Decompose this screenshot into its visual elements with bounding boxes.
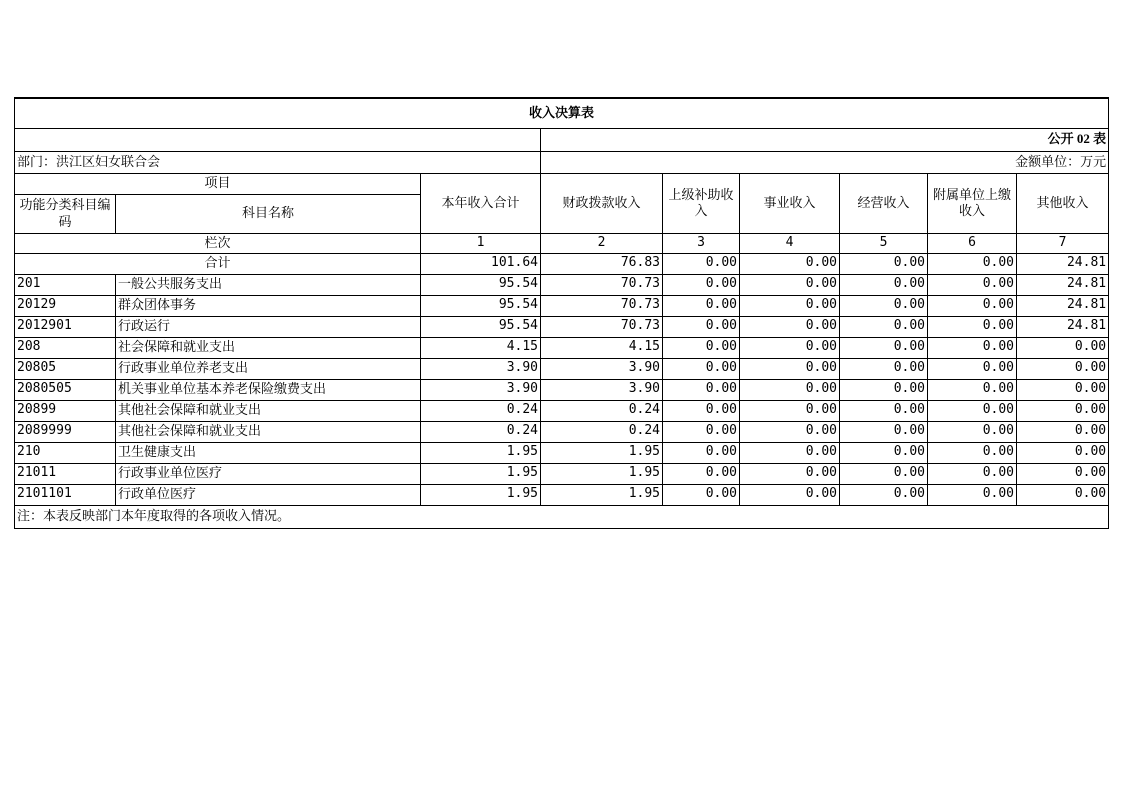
table-row — [15, 316, 1109, 337]
value-cell: 1.95 — [541, 442, 663, 463]
value-cell: 3.90 — [541, 358, 663, 379]
value-cell: 0.00 — [740, 400, 840, 421]
value-cell: 0.00 — [840, 484, 928, 505]
column-index-7: 7 — [1017, 233, 1109, 253]
value-cell: 0.00 — [928, 400, 1017, 421]
subject-cell: 行政事业单位医疗 — [116, 463, 421, 484]
value-cell: 0.00 — [1017, 484, 1109, 505]
value-cell: 3.90 — [541, 379, 663, 400]
value-cell: 1.95 — [421, 484, 541, 505]
table-row — [15, 295, 1109, 316]
value-cell: 0.00 — [740, 463, 840, 484]
table-row — [15, 274, 1109, 295]
value-cell: 0.00 — [1017, 379, 1109, 400]
value-cell: 0.00 — [928, 253, 1017, 274]
subject-cell: 其他社会保障和就业支出 — [116, 421, 421, 442]
subject-cell: 其他社会保障和就业支出 — [116, 400, 421, 421]
column-index-5: 5 — [840, 233, 928, 253]
value-cell: 0.00 — [663, 484, 740, 505]
subject-cell: 行政事业单位养老支出 — [116, 358, 421, 379]
value-cell: 0.24 — [421, 400, 541, 421]
value-cell: 0.00 — [840, 463, 928, 484]
value-cell: 0.00 — [840, 253, 928, 274]
code-cell: 2101101 — [15, 484, 116, 505]
value-cell: 24.81 — [1017, 253, 1109, 274]
value-cell: 0.00 — [928, 358, 1017, 379]
value-cell: 0.00 — [1017, 337, 1109, 358]
revenue-final-accounts-table — [14, 97, 1109, 529]
value-cell: 1.95 — [421, 463, 541, 484]
value-cell: 0.00 — [663, 295, 740, 316]
code-cell: 20899 — [15, 400, 116, 421]
table-row — [15, 484, 1109, 505]
value-cell: 0.00 — [840, 316, 928, 337]
header-subject-name: 科目名称 — [116, 194, 421, 233]
value-cell: 0.24 — [541, 421, 663, 442]
value-cell: 0.00 — [740, 253, 840, 274]
code-cell: 20129 — [15, 295, 116, 316]
value-cell: 0.00 — [928, 484, 1017, 505]
subject-cell: 行政单位医疗 — [116, 484, 421, 505]
value-cell: 0.24 — [541, 400, 663, 421]
value-cell: 0.00 — [663, 316, 740, 337]
value-cell: 0.00 — [740, 442, 840, 463]
value-cell: 70.73 — [541, 274, 663, 295]
value-cell: 101.64 — [421, 253, 541, 274]
sheet-number-label: 公开 02 表 — [541, 128, 1109, 151]
value-cell: 76.83 — [541, 253, 663, 274]
subject-cell: 行政运行 — [116, 316, 421, 337]
value-cell: 70.73 — [541, 316, 663, 337]
value-cell: 70.73 — [541, 295, 663, 316]
value-cell: 4.15 — [541, 337, 663, 358]
value-cell: 95.54 — [421, 316, 541, 337]
column-index-1: 1 — [421, 233, 541, 253]
value-cell: 3.90 — [421, 379, 541, 400]
value-cell: 0.00 — [663, 421, 740, 442]
value-cell: 3.90 — [421, 358, 541, 379]
column-index-2: 2 — [541, 233, 663, 253]
value-cell: 4.15 — [421, 337, 541, 358]
code-cell: 2080505 — [15, 379, 116, 400]
header-project: 项目 — [15, 173, 421, 194]
header-col-other: 其他收入 — [1017, 173, 1109, 233]
subject-cell: 卫生健康支出 — [116, 442, 421, 463]
value-cell: 24.81 — [1017, 295, 1109, 316]
value-cell: 0.00 — [663, 274, 740, 295]
subject-cell: 机关事业单位基本养老保险缴费支出 — [116, 379, 421, 400]
code-cell: 201 — [15, 274, 116, 295]
table-row — [15, 358, 1109, 379]
value-cell: 0.00 — [740, 358, 840, 379]
code-cell: 21011 — [15, 463, 116, 484]
value-cell: 0.00 — [1017, 358, 1109, 379]
value-cell: 0.00 — [928, 379, 1017, 400]
value-cell: 0.00 — [928, 442, 1017, 463]
value-cell: 0.00 — [740, 337, 840, 358]
table-row — [15, 421, 1109, 442]
code-cell: 2012901 — [15, 316, 116, 337]
value-cell: 0.00 — [1017, 400, 1109, 421]
header-col-fiscal: 财政拨款收入 — [541, 173, 663, 233]
subject-cell: 社会保障和就业支出 — [116, 337, 421, 358]
table-row — [15, 379, 1109, 400]
column-index-4: 4 — [740, 233, 840, 253]
table-note: 注：本表反映部门本年度取得的各项收入情况。 — [15, 505, 1109, 528]
subject-cell: 群众团体事务 — [116, 295, 421, 316]
value-cell: 0.00 — [740, 379, 840, 400]
unit-label: 金额单位：万元 — [541, 151, 1109, 173]
value-cell: 24.81 — [1017, 274, 1109, 295]
value-cell: 95.54 — [421, 274, 541, 295]
subject-cell: 一般公共服务支出 — [116, 274, 421, 295]
value-cell: 0.00 — [663, 400, 740, 421]
value-cell: 0.00 — [928, 463, 1017, 484]
value-cell: 0.00 — [1017, 421, 1109, 442]
value-cell: 0.00 — [840, 295, 928, 316]
value-cell: 0.00 — [840, 337, 928, 358]
value-cell: 0.00 — [928, 274, 1017, 295]
header-col-business: 事业收入 — [740, 173, 840, 233]
value-cell: 0.00 — [840, 442, 928, 463]
value-cell: 0.00 — [740, 295, 840, 316]
value-cell: 1.95 — [541, 484, 663, 505]
page-title: 收入决算表 — [15, 98, 1109, 128]
value-cell: 95.54 — [421, 295, 541, 316]
header-col-affiliated: 附属单位上缴收入 — [928, 173, 1017, 233]
report-sheet — [14, 97, 1109, 529]
value-cell: 1.95 — [421, 442, 541, 463]
value-cell: 0.00 — [928, 295, 1017, 316]
value-cell: 24.81 — [1017, 316, 1109, 337]
value-cell: 0.00 — [663, 442, 740, 463]
table-row — [15, 337, 1109, 358]
code-cell: 2089999 — [15, 421, 116, 442]
code-cell: 20805 — [15, 358, 116, 379]
value-cell: 0.00 — [663, 337, 740, 358]
value-cell: 0.00 — [663, 358, 740, 379]
department-label: 部门：洪江区妇女联合会 — [15, 151, 541, 173]
table-row — [15, 400, 1109, 421]
value-cell: 1.95 — [541, 463, 663, 484]
value-cell: 0.00 — [1017, 442, 1109, 463]
column-index-3: 3 — [663, 233, 740, 253]
value-cell: 0.00 — [663, 379, 740, 400]
header-total: 本年收入合计 — [421, 173, 541, 233]
code-cell: 210 — [15, 442, 116, 463]
value-cell: 0.00 — [840, 358, 928, 379]
table-row — [15, 442, 1109, 463]
value-cell: 0.00 — [740, 316, 840, 337]
value-cell: 0.00 — [840, 379, 928, 400]
value-cell: 0.00 — [928, 421, 1017, 442]
column-index-label: 栏次 — [15, 233, 421, 253]
value-cell: 0.24 — [421, 421, 541, 442]
value-cell: 0.00 — [928, 337, 1017, 358]
value-cell: 0.00 — [928, 316, 1017, 337]
row-total-label: 合计 — [15, 253, 421, 274]
value-cell: 0.00 — [740, 274, 840, 295]
code-cell: 208 — [15, 337, 116, 358]
value-cell: 0.00 — [740, 484, 840, 505]
table-row — [15, 463, 1109, 484]
table-row-total — [15, 253, 1109, 274]
value-cell: 0.00 — [663, 253, 740, 274]
column-index-6: 6 — [928, 233, 1017, 253]
value-cell: 0.00 — [663, 463, 740, 484]
pub-row-spacer — [15, 128, 541, 151]
value-cell: 0.00 — [740, 421, 840, 442]
header-col-operating: 经营收入 — [840, 173, 928, 233]
value-cell: 0.00 — [1017, 463, 1109, 484]
header-function-code: 功能分类科目编码 — [15, 194, 116, 233]
value-cell: 0.00 — [840, 400, 928, 421]
value-cell: 0.00 — [840, 274, 928, 295]
header-col-superior-subsidy: 上级补助收入 — [663, 173, 740, 233]
value-cell: 0.00 — [840, 421, 928, 442]
